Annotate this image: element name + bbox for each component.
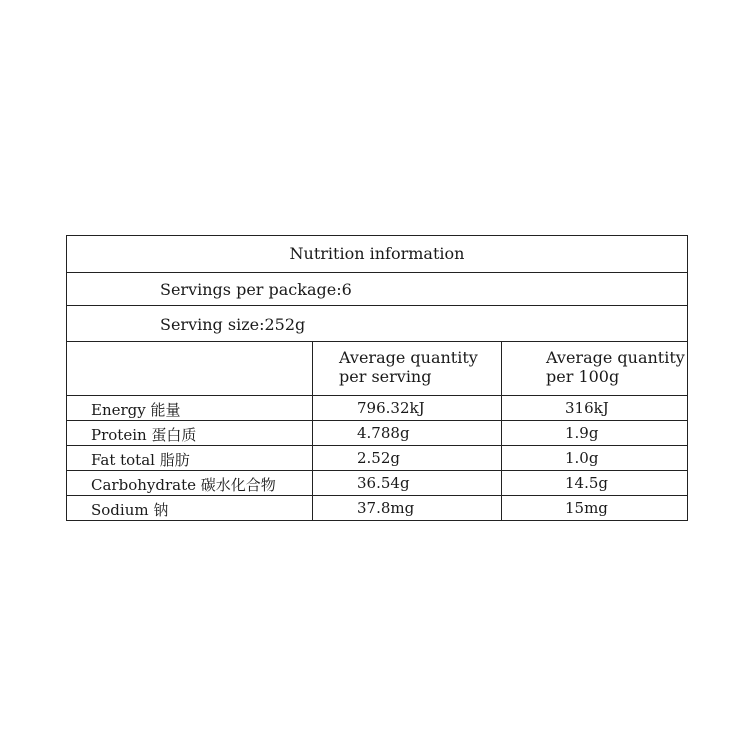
nutrition-panel bbox=[66, 235, 688, 521]
serving-size-row bbox=[67, 306, 687, 342]
serving-size: Serving size:252g bbox=[160, 315, 306, 334]
nutrient-name: Energy 能量 bbox=[91, 401, 181, 419]
table-row bbox=[67, 470, 687, 495]
per-serving-value: 796.32kJ bbox=[357, 399, 425, 417]
per-serving-value: 2.52g bbox=[357, 449, 401, 467]
nutrient-name: Carbohydrate 碳水化合物 bbox=[91, 476, 276, 494]
per-100g-value: 1.9g bbox=[565, 424, 599, 442]
servings-per-package: Servings per package:6 bbox=[160, 280, 352, 299]
header-line: Average quantity bbox=[546, 348, 685, 367]
nutrient-name: Fat total 脂肪 bbox=[91, 451, 190, 469]
header-line: per serving bbox=[339, 367, 432, 386]
servings-row bbox=[67, 273, 687, 306]
nutrient-name: Protein 蛋白质 bbox=[91, 426, 197, 444]
per-serving-value: 37.8mg bbox=[357, 499, 415, 517]
title-row bbox=[67, 236, 687, 273]
nutrient-table bbox=[67, 342, 687, 520]
per-100g-value: 15mg bbox=[565, 499, 608, 517]
header-line: Average quantity bbox=[339, 348, 478, 367]
table-row bbox=[67, 420, 687, 445]
per-100g-header bbox=[546, 348, 685, 386]
table-row bbox=[67, 395, 687, 420]
per-100g-value: 316kJ bbox=[565, 399, 609, 417]
nutrition-title: Nutrition information bbox=[289, 244, 465, 263]
table-row bbox=[67, 445, 687, 470]
per-serving-value: 36.54g bbox=[357, 474, 410, 492]
table-row bbox=[67, 495, 687, 520]
per-serving-value: 4.788g bbox=[357, 424, 410, 442]
per-serving-header bbox=[339, 348, 478, 386]
nutrient-name: Sodium 钠 bbox=[91, 501, 169, 519]
per-100g-value: 14.5g bbox=[565, 474, 609, 492]
per-100g-value: 1.0g bbox=[565, 449, 599, 467]
header-line: per 100g bbox=[546, 367, 620, 386]
